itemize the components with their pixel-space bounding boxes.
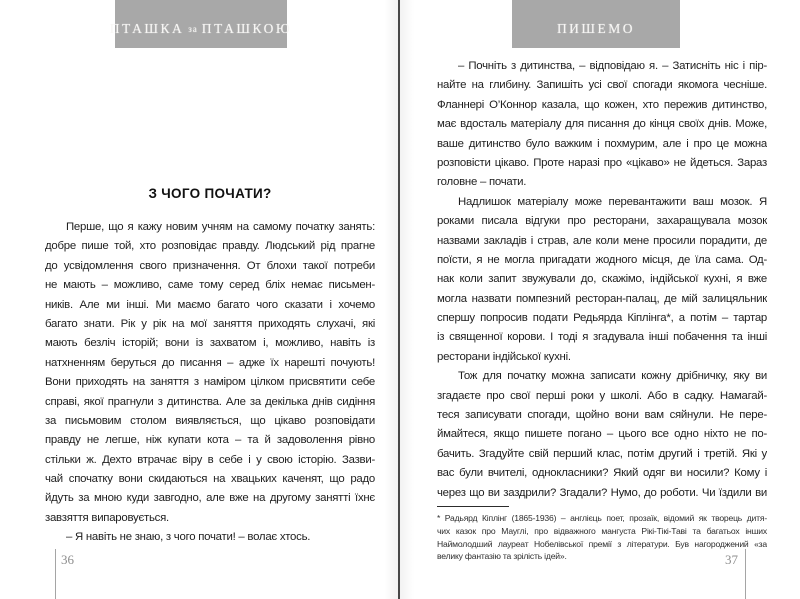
body-text-line: могла назвати помпезний ресторан-палац, де мій залицяльник xyxy=(437,292,767,305)
page-spine-divider xyxy=(398,0,400,599)
body-text-line: має вдосталь матеріалу для писання до кінця своїх днів. Може, xyxy=(437,118,767,131)
book-title-word: ПТАШКА xyxy=(109,21,185,36)
body-text-line: завзяття випаровується. xyxy=(45,511,169,524)
body-text-line: згадаєте про свої перші роки у школі. Або в садку. Намагай- xyxy=(437,389,767,402)
body-text-line: правду не легше, ніж купати кота – та й задоволення рівно xyxy=(45,434,375,447)
body-text-line: не мають – можливо, саме тому серед бліх немає письмен- xyxy=(45,279,375,292)
body-text-line: до усвідомлення свого призначення. От блохи такої потреби xyxy=(45,259,375,272)
book-title-word: ПТАШКОЮ xyxy=(201,21,293,36)
body-text-line: із священної корови. І тоді я згадувала інші побачення та інші xyxy=(437,331,767,344)
body-text-line: ресторани індійської кухні. xyxy=(437,350,571,363)
body-text-line: Перше, що я кажу новим учням на самому початку занять: xyxy=(66,221,375,233)
body-text-line: Тож для початку можна записати кожну дрібничку, яку ви xyxy=(458,370,767,383)
body-text-line: мають безліч історій; вони із захватом і, можливо, навіть із xyxy=(45,337,375,350)
body-text-line: спершу попросив подати Редьярда Кіплінга*, а потім – тартар xyxy=(437,312,767,325)
footnote-text-line: велику фантазію та зрілість ідей». xyxy=(437,551,567,562)
body-text-line: стільки ж. Дехто втрачає віру в себе і у свою історію. Зазви- xyxy=(45,453,375,466)
body-text-line: назвами закладів і страв, але коли мене просили порадити, де xyxy=(437,234,767,247)
section-heading: З ЧОГО ПОЧАТИ? xyxy=(148,186,272,201)
book-title-connector: за xyxy=(188,24,198,34)
spine-shadow-right xyxy=(400,0,414,599)
body-text-line: йдуть за мною куди завгодно, але вже на другому занятті їхнє xyxy=(45,492,375,505)
right-page-text-column xyxy=(437,57,767,577)
left-page-lines xyxy=(45,218,375,548)
left-page-number-rule xyxy=(55,549,56,599)
body-text-line: багато знати. Рік у рік на мої заняття приходять слухачі, які xyxy=(45,317,375,330)
footnote-text-line: Наймолодший лауреат Нобелівської премії з літератури. Був нагороджений «за xyxy=(437,538,767,549)
left-page-number: 36 xyxy=(61,552,74,567)
body-text-line: – Я навіть не знаю, з чого почати! – волає хтось. xyxy=(66,531,311,544)
body-text-line: Фланнері О’Коннор казала, що кожен, хто пережив дитинство, xyxy=(437,98,767,111)
body-text-line: ймайтеся, якщо пишете погано – цього все одно ніхто не по- xyxy=(437,428,767,441)
right-running-head xyxy=(512,0,680,48)
body-text-line: за письмовим столом виявляється, що цікаво розповідати xyxy=(45,414,375,427)
body-text-line: вас були вчителі, однокласники? Який одяг ви носили? Кому і xyxy=(437,467,767,480)
body-text-line: теся записувати спогади, щойно вони вам сяйнули. Не пере- xyxy=(437,409,767,422)
body-text-line: ваше дитинство було важким і похмурим, але і про це можна xyxy=(437,137,767,150)
body-text-line: головне – почати. xyxy=(437,176,527,189)
left-page-text-column xyxy=(45,186,375,556)
body-text-line: розповісти цікаво. Проте наразі про «цікаво» не йдеться. Зараз xyxy=(437,156,767,169)
body-text-line: чай спочатку вони скидаються на хвацьких каченят, що радо xyxy=(45,473,375,486)
body-text-line: роками писала відгуки про ресторани, захаращувала мозок xyxy=(437,215,767,228)
body-text-line: справі, якої прагнули з дитинства. Але за декілька днів сидіння xyxy=(45,395,375,408)
body-text-line: ників. Але ми інші. Ми маємо багато чого сказати і хочемо xyxy=(45,298,375,311)
footnote-separator-rule xyxy=(437,506,509,507)
spine-shadow-left xyxy=(384,0,398,599)
body-text-line: бачить. Згадуйте свій перший клас, потім другий і третій. Які у xyxy=(437,447,767,460)
body-text-line: найте на глибину. Запишіть усі свої спогади якомога чесніше. xyxy=(437,79,767,92)
right-page-number-rule xyxy=(745,549,746,599)
footnote-text-line: * Радьярд Кіплінг (1865-1936) – англієць поет, прозаїк, відомий як творець дитя- xyxy=(437,512,767,523)
left-running-head xyxy=(109,0,293,48)
body-text-line: через що ви заздрили? Згадали? Нумо, до роботи. Чи їздили ви xyxy=(437,486,767,499)
chapter-title: ПИШЕМО xyxy=(556,21,636,36)
body-text-line: натхненням беруться до писання – адже їх нарешті почують! xyxy=(45,356,375,369)
right-page-lines xyxy=(437,57,767,503)
body-text-line: поїсти, я не могла пригадати жодного місця, де їла сама. Од- xyxy=(437,253,767,266)
body-text-line: – Почніть з дитинства, – відповідаю я. – Затисніть ніс і пір- xyxy=(458,60,767,72)
body-text-line: Надлишок матеріалу може перевантажити ваш мозок. Я xyxy=(458,195,767,208)
right-page-number: 37 xyxy=(725,552,738,567)
body-text-line: добре пише той, хто розповідає правду. Людський рід прагне xyxy=(45,240,375,253)
footnote-text-line: чих казок про Мауглі, про відважного мангуста Рікі-Тікі-Таві та багатьох інших xyxy=(437,525,767,536)
body-text-line: Вони приходять на заняття з наміром цілком присвятити себе xyxy=(45,376,375,389)
body-text-line: нак коли запит звужували до, скажімо, індійської кухні, я вже xyxy=(437,273,767,286)
